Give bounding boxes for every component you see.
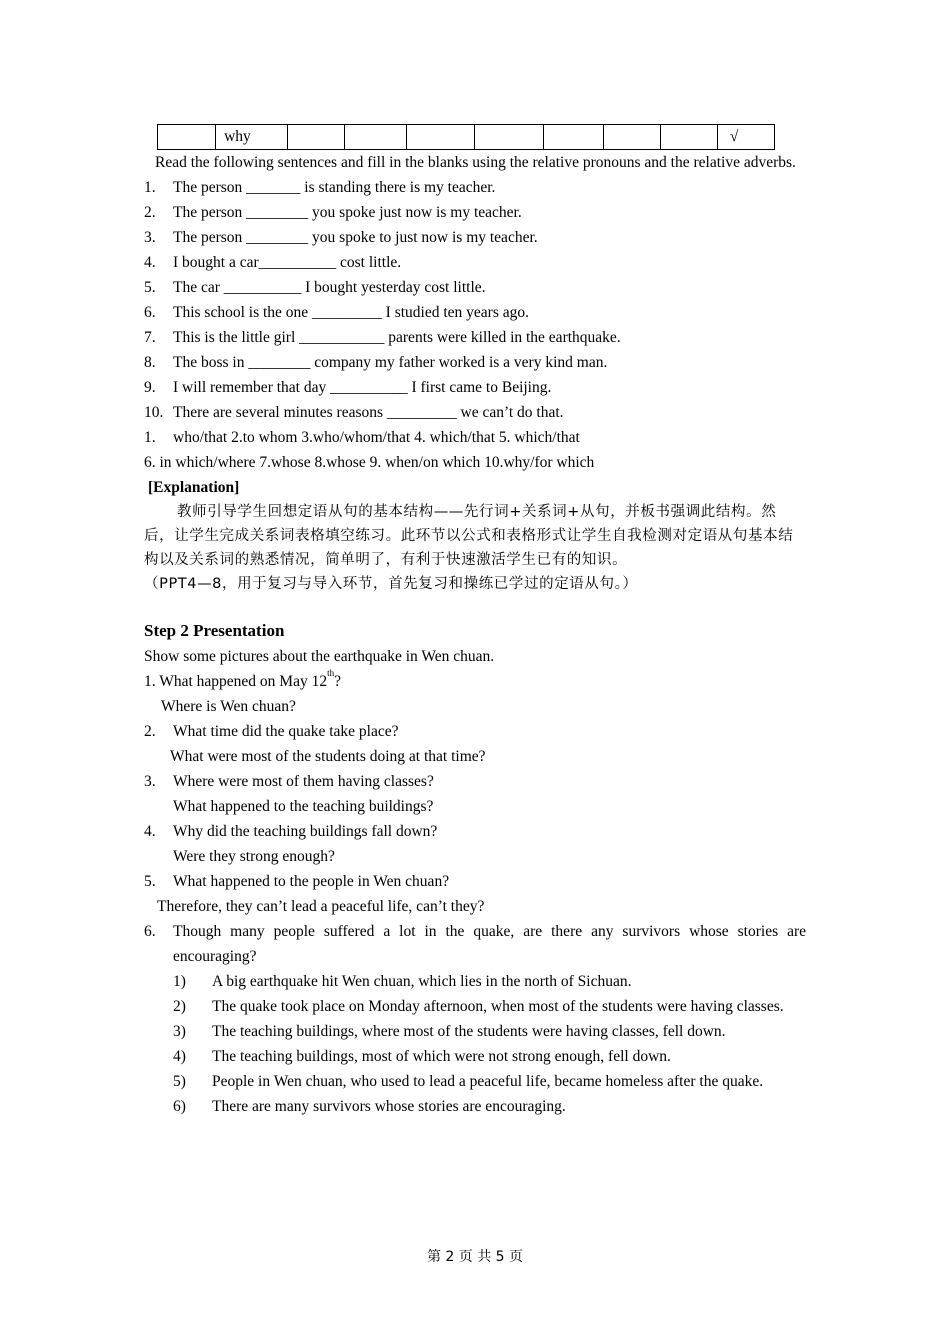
- list-item: 9. I will remember that day __________ I first came to Beijing.: [144, 379, 552, 396]
- table-cell: [603, 125, 660, 150]
- list-item: 2. The person ________ you spoke just now is my teacher.: [144, 204, 522, 221]
- question-2-sub: What were most of the students doing at that time?: [170, 748, 486, 765]
- table-cell: why: [216, 125, 288, 150]
- table-cell: [475, 125, 543, 150]
- list-item: 8. The boss in ________ company my father worked is a very kind man.: [144, 354, 608, 371]
- list-item: 5) People in Wen chuan, who used to lead a peaceful life, became homeless after the quake.: [173, 1073, 764, 1090]
- explanation-note: （PPT4—8，用于复习与导入环节，首先复习和操练已学过的定语从句。）: [144, 576, 638, 592]
- list-item: 5. The car __________ I bought yesterday cost little.: [144, 279, 486, 296]
- step2-intro: Show some pictures about the earthquake in Wen chuan.: [144, 648, 495, 665]
- explanation-text: 教师引导学生回想定语从句的基本结构——先行词+关系词+从句，并板书强调此结构。然后，让学生完成关系词表格填空练习。此环节以公式和表格形式让学生自我检测对定语从句基本结构以及关系词的熟悉情况，简单明了，有利于快速激活学生已有的知识。: [144, 504, 794, 568]
- question-1: 1. What happened on May 12th?: [144, 668, 341, 690]
- table-cell: [345, 125, 407, 150]
- question-3: 3. Where were most of them having classes?: [144, 773, 434, 790]
- table-cell: [660, 125, 717, 150]
- list-item: 1. The person _______ is standing there is my teacher.: [144, 179, 496, 196]
- list-item: 2) The quake took place on Monday afternoon, when most of the students were having classes.: [173, 998, 784, 1015]
- table-cell: [407, 125, 475, 150]
- answers-line-1: 1. who/that 2.to whom 3.who/whom/that 4. which/that 5. which/that: [144, 429, 580, 446]
- relative-words-table: [157, 124, 775, 150]
- table-cell: [158, 125, 216, 150]
- question-5-sub: Therefore, they can’t lead a peaceful life, can’t they?: [157, 898, 485, 915]
- question-5: 5. What happened to the people in Wen chuan?: [144, 873, 450, 890]
- page-footer: 第 2 页 共 5 页: [426, 1249, 524, 1265]
- question-3-sub: What happened to the teaching buildings?: [173, 798, 434, 815]
- list-item: 4) The teaching buildings, most of which were not strong enough, fell down.: [173, 1048, 671, 1065]
- list-item: 1) A big earthquake hit Wen chuan, which lies in the north of Sichuan.: [173, 973, 632, 990]
- summary-list: [144, 969, 806, 1119]
- list-item: 3) The teaching buildings, where most of the students were having classes, fell down.: [173, 1023, 726, 1040]
- list-item: 6. This school is the one _________ I studied ten years ago.: [144, 304, 530, 321]
- table-cell: √: [717, 125, 774, 150]
- list-item: 7. This is the little girl ___________ parents were killed in the earthquake.: [144, 329, 621, 346]
- table-cell: [543, 125, 603, 150]
- question-4-sub: Were they strong enough?: [173, 848, 335, 865]
- explanation-heading: [Explanation]: [148, 479, 240, 496]
- answers-line-2: 6. in which/where 7.whose 8.whose 9. when/on which 10.why/for which: [144, 454, 595, 471]
- list-item: 3. The person ________ you spoke to just now is my teacher.: [144, 229, 538, 246]
- list-item: 6) There are many survivors whose stories are encouraging.: [173, 1098, 566, 1115]
- question-4: 4. Why did the teaching buildings fall down?: [144, 823, 438, 840]
- document-page: [144, 124, 806, 1119]
- exercise-instruction: Read the following sentences and fill in the blanks using the relative pronouns and the relative adverbs.: [155, 154, 796, 171]
- question-6: 6. Though many people suffered a lot in the quake, are there any survivors whose stories are encouraging?: [144, 923, 806, 965]
- list-item: 4. I bought a car__________ cost little.: [144, 254, 402, 271]
- question-2: 2. What time did the quake take place?: [144, 723, 399, 740]
- table-row: [158, 125, 775, 150]
- exercise-list: [144, 175, 806, 425]
- list-item: 10. There are several minutes reasons _________ we can’t do that.: [144, 404, 564, 421]
- step2-heading: Step 2 Presentation: [144, 621, 285, 640]
- question-1-sub: Where is Wen chuan?: [161, 698, 296, 715]
- table-cell: [288, 125, 345, 150]
